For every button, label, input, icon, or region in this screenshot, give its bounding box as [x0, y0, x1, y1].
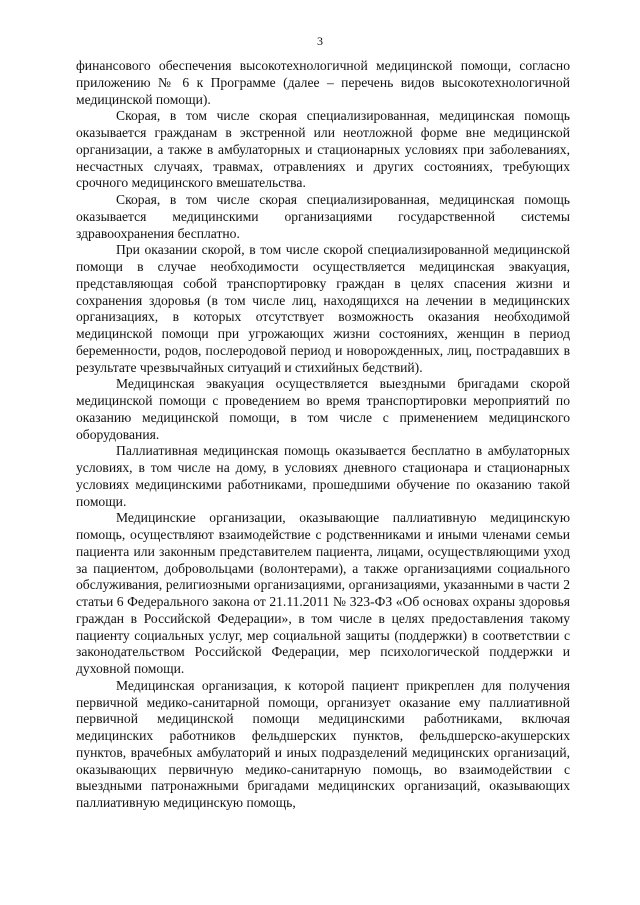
paragraph-palliative-interaction: Медицинские организации, оказывающие паллиативную медицинскую помощь, осуществляют взаимодействие с родственниками и иными членами семьи пациента или законным представителем пациента, лицами, осуществляющими уход за пациентом, добровольцами (волонтерами), а также организациями социального обслуживания, религиозными организациями, организациями, указанными в части 2 статьи 6 Федерального закона от 21.11.2011 № 323-ФЗ «Об основах охраны здоровья граждан в Российской Федерации», в том числе в целях предоставления такому пациенту социальных услуг, мер социальной защиты (поддержки) в соответствии с законодательством Российской Федерации, мер психологической поддержки и духовной помощи. — [76, 510, 570, 676]
document-body — [76, 58, 570, 812]
paragraph-primary-care-organization: Медицинская организация, к которой пациент прикреплен для получения первичной медико-санитарной помощи, организует оказание ему паллиативной первичной медицинской помощи медицинскими работниками, включая медицинских работников фельдшерских пунктов, фельдшерско-акушерских пунктов, врачебных амбулаторий и иных подразделений медицинских организаций, оказывающих первичную медико-санитарную помощь, во взаимодействии с выездными патронажными бригадами медицинских организаций, оказывающих паллиативную медицинскую помощь, — [76, 677, 570, 810]
page-number: 3 — [317, 34, 323, 48]
paragraph-palliative-care: Паллиативная медицинская помощь оказывается бесплатно в амбулаторных условиях, в том числе на дому, в условиях дневного стационара и стационарных условиях медицинскими работниками, прошедшими обучение по оказанию такой помощи. — [76, 443, 570, 509]
paragraph-medical-evacuation: При оказании скорой, в том числе скорой специализированной медицинской помощи в случае необходимости осуществляется медицинская эвакуация, представляющая собой транспортировку граждан в целях спасения жизни и сохранения здоровья (в том числе лиц, находящихся на лечении в медицинских организациях, в которых отсутствует возможность оказания необходимой медицинской помощи при угрожающих жизни состояниях, женщин в период беременности, родов, послеродовой период и новорожденных, лиц, пострадавших в результате чрезвычайных ситуаций и стихийных бедствий). — [76, 242, 570, 375]
paragraph-emergency-care: Скорая, в том числе скорая специализированная, медицинская помощь оказывается гражданам в экстренной или неотложной форме вне медицинской организации, а также в амбулаторных и стационарных условиях при заболеваниях, несчастных случаях, травмах, отравлениях и других состояниях, требующих срочного медицинского вмешательства. — [76, 108, 570, 191]
paragraph-evacuation-teams: Медицинская эвакуация осуществляется выездными бригадами скорой медицинской помощи с проведением во время транспортировки мероприятий по оказанию медицинской помощи, в том числе с применением медицинского оборудования. — [76, 376, 570, 442]
paragraph-emergency-care-free: Скорая, в том числе скорая специализированная, медицинская помощь оказывается медицинскими организациями государственной системы здравоохранения бесплатно. — [76, 192, 570, 241]
paragraph-continuation: финансового обеспечения высокотехнологичной медицинской помощи, согласно приложению № 6 к Программе (далее – перечень видов высокотехнологичной медицинской помощи). — [76, 58, 570, 107]
